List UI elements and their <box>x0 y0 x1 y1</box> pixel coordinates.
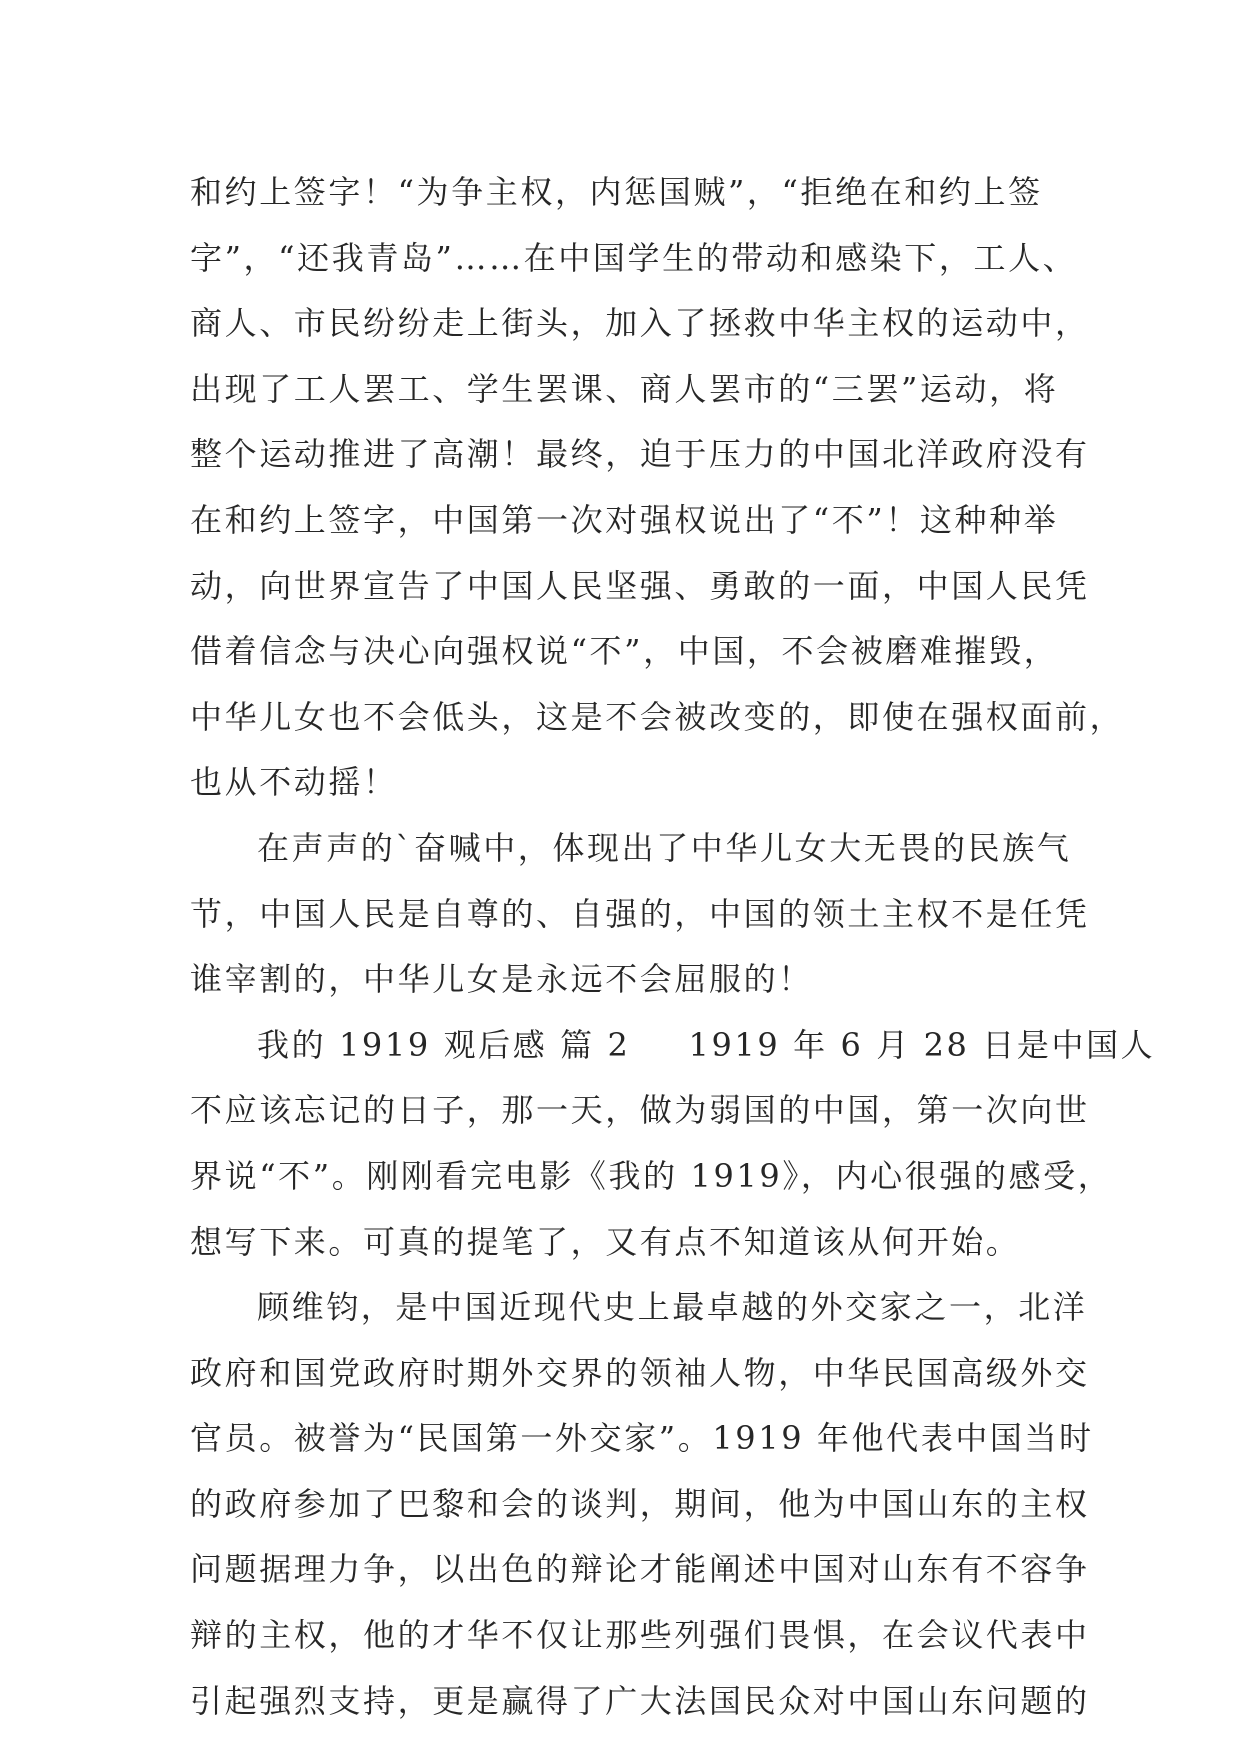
section-heading: 我的 1919 观后感 篇 2 <box>257 1025 631 1064</box>
text-line: 谁宰割的，中华儿女是永远不会屈服的！ <box>190 960 813 999</box>
text-line: 商人、市民纷纷走上街头，加入了拯救中华主权的运动中， <box>190 304 1090 343</box>
text-line: 问题据理力争，以出色的辩论才能阐述中国对山东有不容争 <box>190 1550 1090 1589</box>
text-line: 也从不动摇！ <box>190 763 398 802</box>
text-line: 借着信念与决心向强权说“不”，中国，不会被磨难摧毁， <box>190 632 1059 671</box>
document-body <box>190 160 1156 1734</box>
text-line: 字”，“还我青岛”……在中国学生的带动和感染下，工人、 <box>190 238 1078 277</box>
text-line: 政府和国党政府时期外交界的领袖人物，中华民国高级外交 <box>190 1353 1090 1392</box>
text-line: 中华儿女也不会低头，这是不会被改变的，即使在强权面前， <box>190 697 1125 736</box>
text-line: 整个运动推进了高潮！最终，迫于压力的中国北洋政府没有 <box>190 435 1090 474</box>
text-line: 顾维钧，是中国近现代史上最卓越的外交家之一，北洋 <box>257 1288 1088 1327</box>
text-line: 在声声的`奋喊中，体现出了中华儿女大无畏的民族气 <box>257 828 1072 867</box>
text-line: 动，向世界宣告了中国人民坚强、勇敢的一面，中国人民凭 <box>190 566 1090 605</box>
text-line: 出现了工人罢工、学生罢课、商人罢市的“三罢”运动，将 <box>190 369 1059 408</box>
text-line: 引起强烈支持，更是赢得了广大法国民众对中国山东问题的 <box>190 1681 1090 1720</box>
text-line: 不应该忘记的日子，那一天，做为弱国的中国，第一次向世 <box>190 1091 1090 1130</box>
text-line: 的政府参加了巴黎和会的谈判，期间，他为中国山东的主权 <box>190 1484 1090 1523</box>
text-line: 辩的主权，他的才华不仅让那些列强们畏惧，在会议代表中 <box>190 1616 1090 1655</box>
text-line-start: 1919 年 6 月 28 日是中国人 <box>688 1025 1156 1064</box>
text-line: 在和约上签字，中国第一次对强权说出了“不”！这种种举 <box>190 500 1059 539</box>
text-line: 和约上签字！“为争主权，内惩国贼”，“拒绝在和约上签 <box>190 173 1043 211</box>
text-line: 节，中国人民是自尊的、自强的，中国的领土主权不是任凭 <box>190 894 1090 933</box>
text-line: 官员。被誉为“民国第一外交家”。1919 年他代表中国当时 <box>190 1419 1094 1458</box>
text-line: 界说“不”。刚刚看完电影《我的 1919》，内心很强的感受， <box>190 1156 1113 1195</box>
section-heading-line <box>190 1013 1156 1079</box>
text-line: 想写下来。可真的提笔了，又有点不知道该从何开始。 <box>190 1222 1021 1261</box>
